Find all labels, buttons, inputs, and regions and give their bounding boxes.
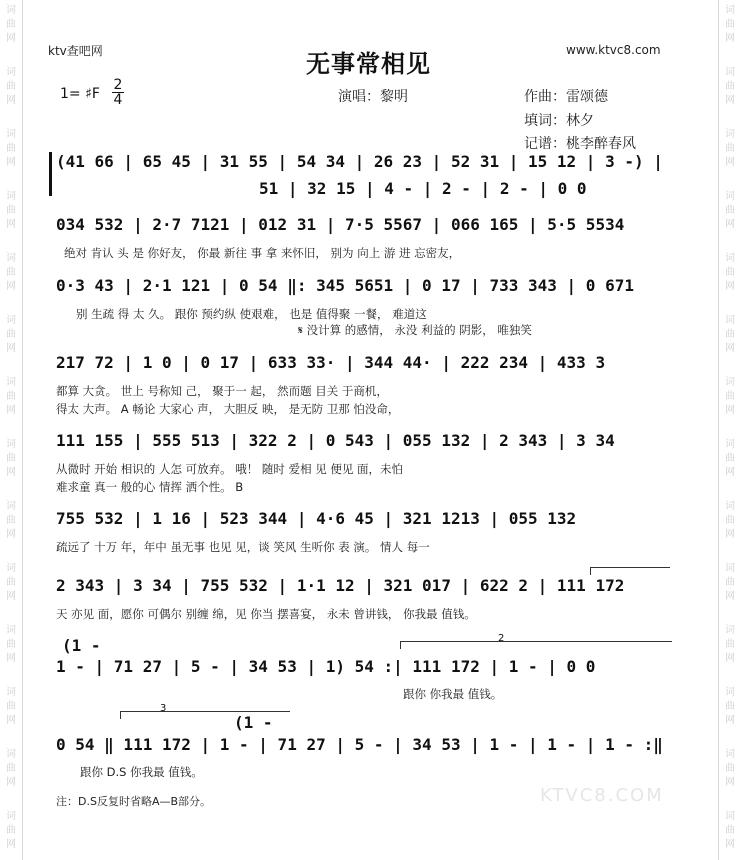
side-watermark-char: 网 (6, 157, 16, 168)
transcriber-credit: 记谱：桃李醉春风 (524, 136, 636, 152)
side-watermark-char: 网 (725, 405, 735, 416)
side-watermark-char: 曲 (6, 143, 16, 154)
score-row-2-notes: 034 532 | 2·7 7121 | 012 31 | 7·5 5567 | 066 165 | 5·5 5534 (56, 215, 625, 234)
score-row-9-lyrics: 跟你 D.S 你我最 值钱。 (80, 765, 203, 779)
side-watermark-char: 网 (725, 95, 735, 106)
score-row-9-notes: 0 54 ‖ 111 172 | 1 - | 71 27 | 5 - | 34 53 | 1 - | 1 - | 1 - :‖ (56, 735, 663, 754)
right-watermark-strip (718, 0, 741, 860)
side-watermark-char: 网 (6, 405, 16, 416)
left-watermark-strip (0, 0, 23, 860)
time-signature-top: 2 (113, 77, 123, 93)
side-watermark-char: 曲 (6, 205, 16, 216)
side-watermark-char: 词 (6, 129, 16, 140)
side-watermark-char: 网 (6, 33, 16, 44)
score-row-7-notes: 2 343 | 3 34 | 755 532 | 1·1 12 | 321 017 | 622 2 | 111 172 (56, 576, 625, 595)
side-watermark-char: 曲 (725, 329, 735, 340)
side-watermark-char: 曲 (6, 825, 16, 836)
side-watermark-char: 曲 (725, 19, 735, 30)
score-row-6-notes: 755 532 | 1 16 | 523 344 | 4·6 45 | 321 1213 | 055 132 (56, 509, 577, 528)
score-row-6-lyrics: 疏远了 十万 年，年中 虽无事 也见 见，谈 笑风 生听你 表 演。 情人 每一 (56, 540, 430, 554)
side-watermark-char: 曲 (725, 81, 735, 92)
side-watermark-char: 曲 (6, 639, 16, 650)
side-watermark-char: 词 (6, 67, 16, 78)
score-row-2-lyrics: 绝对 肯认 头 是 你好友， 你最 新往 事 拿 来怀旧， 别为 向上 游 进 忘密友， (64, 246, 461, 260)
side-watermark-char: 词 (725, 129, 735, 140)
side-watermark-char: 词 (6, 5, 16, 16)
side-watermark-char: 网 (6, 467, 16, 478)
score-row-9-open: (1 - (234, 713, 273, 732)
volta-2-bracket (400, 641, 672, 642)
side-watermark-char: 网 (6, 219, 16, 230)
side-watermark-char: 词 (725, 253, 735, 264)
lyricist-credit: 填词：林夕 (524, 113, 594, 129)
volta-1-tick (590, 567, 591, 575)
score-row-8-notes: 1 - | 71 27 | 5 - | 34 53 | 1) 54 :| 111 172 | 1 - | 0 0 (56, 657, 596, 676)
side-watermark-char: 曲 (6, 329, 16, 340)
score-row-5-lyrics-1: 从微时 开始 相识的 人怎 可放弃。 哦！ 随时 爱相 见 便见 面，未怕 (56, 462, 404, 476)
side-watermark-char: 网 (725, 591, 735, 602)
side-watermark-char: 词 (725, 749, 735, 760)
side-watermark-char: 曲 (725, 515, 735, 526)
side-watermark-char: 网 (6, 591, 16, 602)
side-watermark-char: 网 (6, 95, 16, 106)
volta-2-tick (400, 641, 401, 649)
time-signature-bottom: 4 (113, 92, 123, 108)
score-row-1a: (41 66 | 65 45 | 31 55 | 54 34 | 26 23 | 52 31 | 15 12 | 3 -) | (56, 152, 663, 171)
key-signature: 1= ♯F (60, 86, 100, 102)
footnote: 注：D.S反复时省略A—B部分。 (56, 795, 212, 808)
side-watermark-char: 曲 (725, 391, 735, 402)
side-watermark-char: 网 (6, 839, 16, 850)
score-row-8-open: (1 - (62, 636, 101, 655)
side-watermark-char: 词 (725, 439, 735, 450)
side-watermark-char: 词 (725, 563, 735, 574)
volta-2-label: 2 (498, 633, 505, 644)
score-row-3-lyrics-2: 𝄋 没计算 的感情， 永没 利益的 阴影， 唯独笑 (298, 323, 532, 337)
side-watermark-char: 词 (725, 501, 735, 512)
side-watermark-char: 曲 (6, 391, 16, 402)
volta-3-bracket (120, 711, 290, 712)
side-watermark-char: 词 (6, 811, 16, 822)
bottom-right-watermark: KTVC8.COM (540, 785, 664, 806)
side-watermark-char: 词 (6, 501, 16, 512)
side-watermark-char: 词 (725, 377, 735, 388)
side-watermark-char: 网 (725, 343, 735, 354)
site-name-left: ktv查吧网 (48, 44, 103, 58)
side-watermark-char: 曲 (6, 577, 16, 588)
side-watermark-char: 曲 (725, 143, 735, 154)
score-row-5-notes: 111 155 | 555 513 | 322 2 | 0 543 | 055 132 | 2 343 | 3 34 (56, 431, 615, 450)
time-signature (112, 78, 124, 107)
side-watermark-char: 词 (725, 191, 735, 202)
side-watermark-char: 网 (725, 715, 735, 726)
side-watermark-char: 词 (6, 253, 16, 264)
side-watermark-char: 网 (725, 839, 735, 850)
side-watermark-char: 网 (6, 343, 16, 354)
score-row-3-lyrics-1: 别 生疏 得 太 久。 跟你 预约纵 使艰难， 也是 值得聚 一餐， 难道这 (76, 307, 427, 321)
side-watermark-char: 词 (725, 315, 735, 326)
site-url-right: www.ktvc8.com (566, 43, 661, 57)
side-watermark-char: 词 (6, 315, 16, 326)
singer-credit: 演唱：黎明 (338, 89, 408, 105)
side-watermark-char: 词 (6, 563, 16, 574)
side-watermark-char: 词 (6, 687, 16, 698)
side-watermark-char: 网 (725, 33, 735, 44)
volta-3-tick (120, 711, 121, 719)
volta-1-bracket (590, 567, 670, 568)
side-watermark-char: 网 (725, 653, 735, 664)
side-watermark-char: 词 (725, 811, 735, 822)
score-row-7-lyrics: 天 亦见 面，愿你 可偶尔 别缠 绵，见 你当 摆喜宴， 永未 曾讲钱， 你我最 值钱。 (56, 607, 476, 621)
side-watermark-char: 词 (725, 625, 735, 636)
side-watermark-char: 词 (6, 625, 16, 636)
side-watermark-char: 曲 (725, 639, 735, 650)
side-watermark-char: 网 (6, 777, 16, 788)
side-watermark-char: 曲 (6, 19, 16, 30)
side-watermark-char: 曲 (725, 205, 735, 216)
volta-3-label: 3 (160, 703, 167, 714)
side-watermark-char: 词 (6, 377, 16, 388)
side-watermark-char: 曲 (6, 81, 16, 92)
side-watermark-char: 网 (6, 653, 16, 664)
side-watermark-char: 网 (6, 715, 16, 726)
score-row-3-notes: 0·3 43 | 2·1 121 | 0 54 ‖: 345 5651 | 0 17 | 733 343 | 0 671 (56, 276, 634, 295)
side-watermark-char: 网 (725, 777, 735, 788)
side-watermark-char: 曲 (725, 267, 735, 278)
side-watermark-char: 曲 (6, 453, 16, 464)
side-watermark-char: 网 (725, 157, 735, 168)
side-watermark-char: 词 (725, 67, 735, 78)
side-watermark-char: 曲 (6, 515, 16, 526)
side-watermark-char: 曲 (725, 577, 735, 588)
side-watermark-char: 网 (6, 529, 16, 540)
side-watermark-char: 曲 (6, 763, 16, 774)
score-row-4-lyrics-1: 都算 大贪。 世上 号称知 己， 聚于一 起， 然而题 目关 于商机， (56, 384, 388, 398)
side-watermark-char: 词 (725, 5, 735, 16)
side-watermark-char: 曲 (6, 701, 16, 712)
score-row-4-notes: 217 72 | 1 0 | 0 17 | 633 33· | 344 44· | 222 234 | 433 3 (56, 353, 606, 372)
side-watermark-char: 曲 (725, 453, 735, 464)
side-watermark-char: 网 (725, 467, 735, 478)
song-title: 无事常相见 (306, 50, 431, 78)
side-watermark-char: 曲 (725, 701, 735, 712)
composer-credit: 作曲：雷颂德 (524, 89, 608, 105)
side-watermark-char: 网 (6, 281, 16, 292)
score-row-8-lyrics: 跟你 你我最 值钱。 (403, 687, 503, 701)
score-row-5-lyrics-2: 难求童 真一 般的心 情挥 洒个性。 B (56, 480, 244, 494)
side-watermark-char: 曲 (725, 763, 735, 774)
side-watermark-char: 曲 (6, 267, 16, 278)
score-row-1b: 51 | 32 15 | 4 - | 2 - | 2 - | 0 0 (259, 179, 587, 198)
side-watermark-char: 词 (6, 439, 16, 450)
side-watermark-char: 词 (725, 687, 735, 698)
side-watermark-char: 网 (725, 529, 735, 540)
side-watermark-char: 词 (6, 191, 16, 202)
side-watermark-char: 曲 (725, 825, 735, 836)
system-bracket (49, 152, 52, 196)
side-watermark-char: 词 (6, 749, 16, 760)
side-watermark-char: 网 (725, 281, 735, 292)
side-watermark-char: 网 (725, 219, 735, 230)
score-row-4-lyrics-2: 得太 大声。 A 畅论 大家心 声， 大胆反 映， 是无防 卫那 怕没命， (56, 402, 400, 416)
